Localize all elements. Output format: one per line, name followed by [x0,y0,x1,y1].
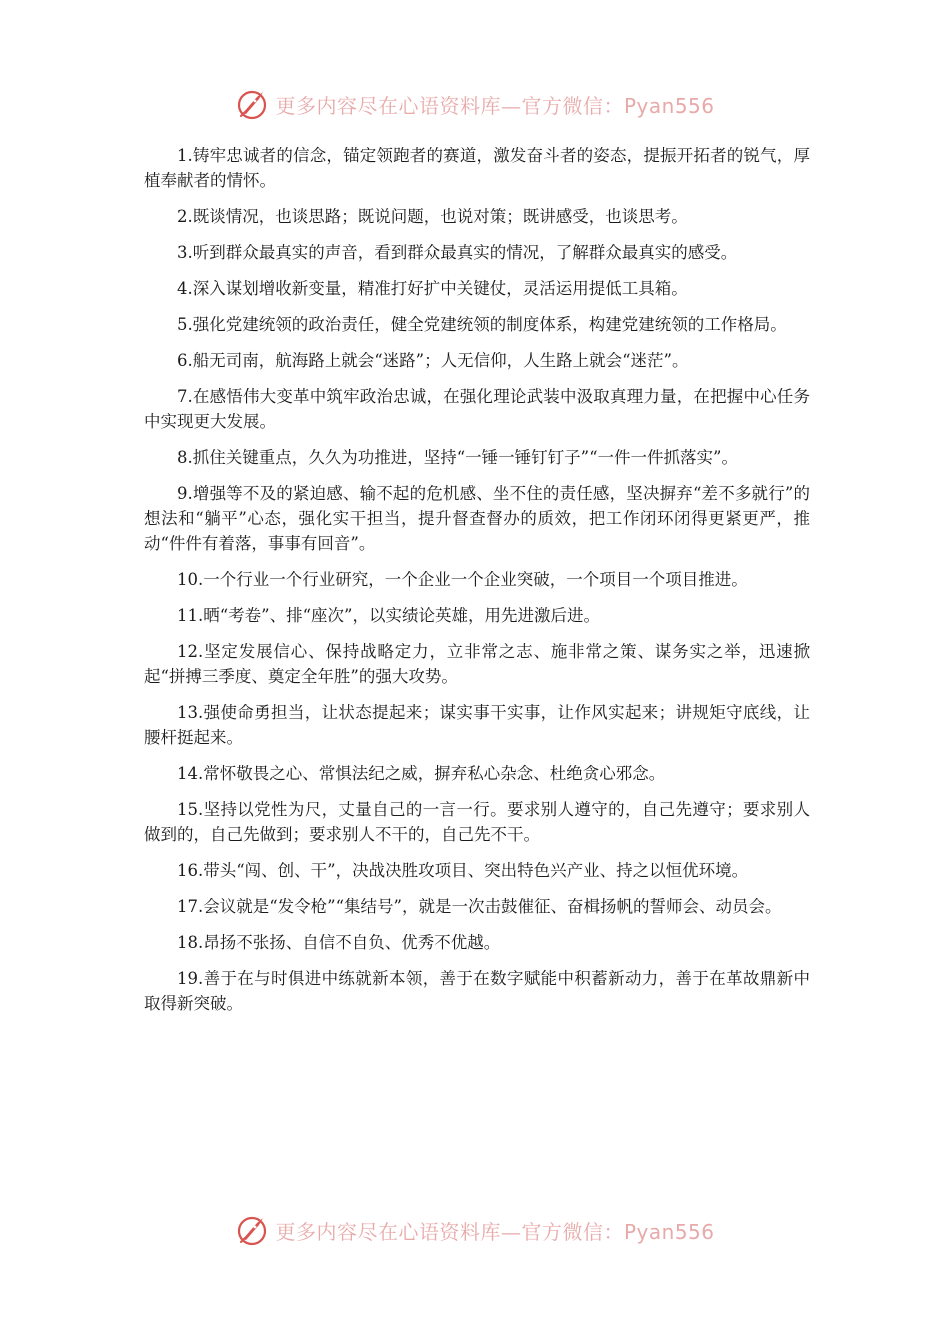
list-item: 14.常怀敬畏之心、常惧法纪之威，摒弃私心杂念、杜绝贪心邪念。 [177,764,666,783]
list-item: 8.抓住关键重点，久久为功推进，坚持“一锤一锤钉钉子”“一件一件抓落实”。 [177,448,738,467]
header-banner-label: 更多内容尽在心语资料库—官方微信： [275,93,624,118]
list-item: 3.听到群众最真实的声音，看到群众最真实的情况，了解群众最真实的感受。 [177,243,738,262]
list-item: 6.船无司南，航海路上就会“迷路”；人无信仰，人生路上就会“迷茫”。 [177,351,689,370]
header-wechat-id: Pyan556 [623,93,715,118]
list-item: 2.既谈情况，也谈思路；既说问题，也说对策；既讲感受，也谈思考。 [177,207,688,226]
pen-nib-logo-icon [235,1212,271,1248]
list-item: 5.强化党建统领的政治责任，健全党建统领的制度体系，构建党建统领的工作格局。 [177,315,787,334]
list-item: 11.晒“考卷”、排“座次”，以实绩论英雄，用先进激后进。 [177,606,600,625]
list-item: 13.强使命勇担当，让状态提起来；谋实事干实事，让作风实起来；讲规矩守底线，让腰杆挺起来。 [144,703,810,747]
footer-banner-label: 更多内容尽在心语资料库—官方微信： [275,1219,624,1244]
list-item: 1.铸牢忠诚者的信念，锚定领跑者的赛道，激发奋斗者的姿态，提振开拓者的锐气，厚植奉献者的情怀。 [144,146,810,190]
list-item: 4.深入谋划增收新变量，精准打好扩中关键仗，灵活运用提低工具箱。 [177,279,688,298]
list-item: 10.一个行业一个行业研究，一个企业一个企业突破，一个项目一个项目推进。 [177,570,748,589]
footer-wechat-id: Pyan556 [623,1219,715,1244]
header-banner-text [275,90,714,119]
list-item: 7.在感悟伟大变革中筑牢政治忠诚，在强化理论武装中汲取真理力量，在把握中心任务中实现更大发展。 [144,387,810,431]
footer-banner [0,1210,950,1250]
footer-banner-text [275,1216,714,1245]
list-item: 19.善于在与时俱进中练就新本领，善于在数字赋能中积蓄新动力，善于在革故鼎新中取得新突破。 [144,969,810,1013]
list-item: 15.坚持以党性为尺，丈量自己的一言一行。要求别人遵守的，自己先遵守；要求别人做到的，自己先做到；要求别人不干的，自己先不干。 [144,800,810,844]
list-item: 12.坚定发展信心、保持战略定力，立非常之志、施非常之策、谋务实之举，迅速掀起“拼搏三季度、奠定全年胜”的强大攻势。 [144,642,810,686]
list-item: 9.增强等不及的紧迫感、输不起的危机感、坐不住的责任感，坚决摒弃“差不多就行”的想法和“躺平”心态，强化实干担当，提升督查督办的质效，把工作闭环闭得更紧更严，推动“件件有着落，事事有回音”。 [144,484,810,553]
pen-nib-logo-icon [235,86,271,122]
header-banner [0,84,950,124]
document-body [144,143,810,1027]
list-item: 17.会议就是“发令枪”“集结号”，就是一次击鼓催征、奋楫扬帆的誓师会、动员会。 [177,897,782,916]
list-item: 18.昂扬不张扬、自信不自负、优秀不优越。 [177,933,501,952]
list-item: 16.带头“闯、创、干”，决战决胜攻项目、突出特色兴产业、持之以恒优环境。 [177,861,749,880]
